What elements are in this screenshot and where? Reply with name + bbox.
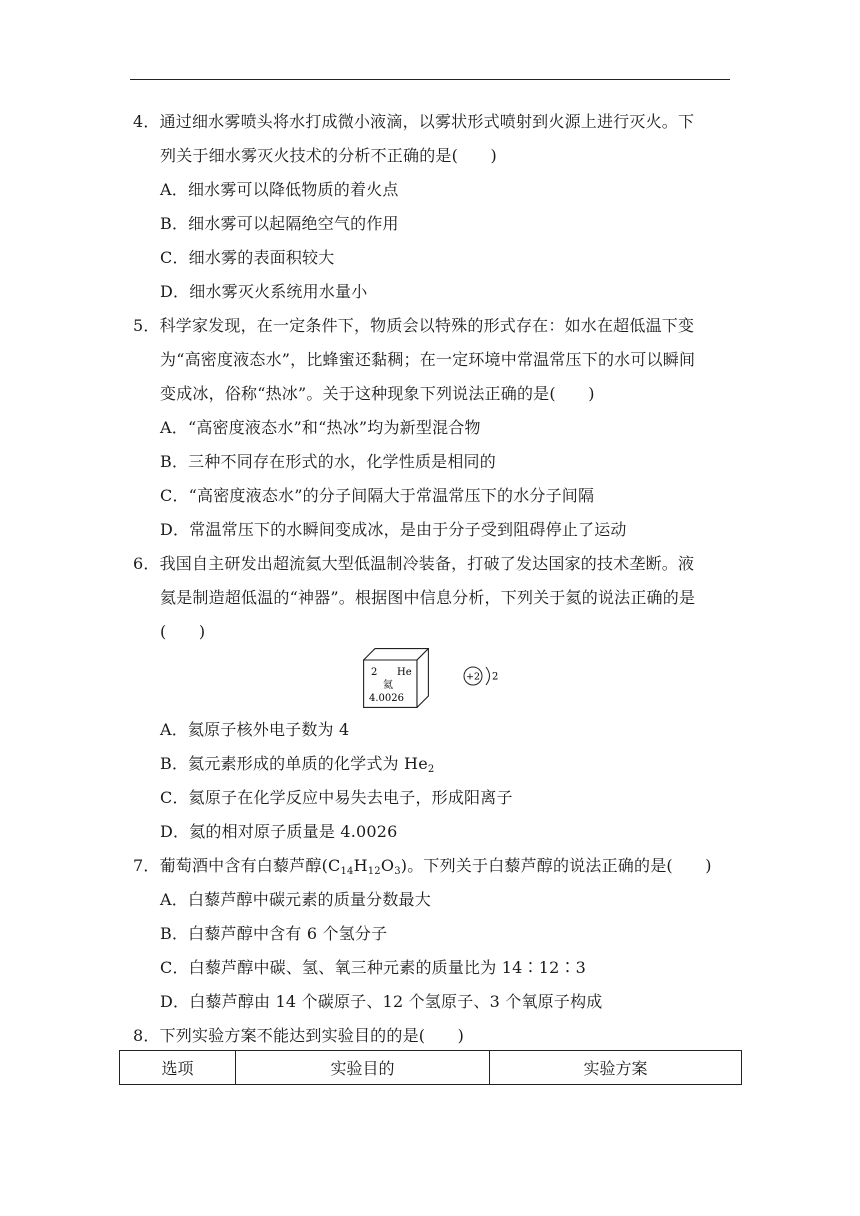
q7-stem-post: )。下列关于白藜芦醇的说法正确的是( ) (400, 856, 712, 875)
q8-experiment-table (119, 1050, 742, 1085)
q6-stem-line2: 氦是制造超低温的“神器”。根据图中信息分析，下列关于氦的说法正确的是 (160, 588, 696, 607)
q5-option-b: B．三种不同存在形式的水，化学性质是相同的 (160, 452, 496, 471)
q4-stem-line2: 列关于细水雾灭火技术的分析不正确的是( ) (160, 146, 497, 165)
q4-option-b: B．细水雾可以起隔绝空气的作用 (160, 214, 399, 233)
q6-stem-line3: ( ) (160, 622, 206, 641)
element-atomic-mass: 4.0026 (369, 693, 404, 704)
q6-option-b-subscript: 2 (427, 764, 435, 775)
q7-stem (133, 856, 712, 876)
element-atomic-number: 2 (371, 667, 378, 678)
helium-element-card (363, 648, 429, 708)
q7-stem-pre: 7．葡萄酒中含有白藜芦醇(C (133, 856, 341, 875)
q6-option-d: D．氦的相对原子质量是 4.0026 (160, 822, 398, 841)
q7-option-d: D．白藜芦醇由 14 个碳原子、12 个氢原子、3 个氧原子构成 (160, 992, 603, 1011)
q6-option-a: A．氦原子核外电子数为 4 (160, 720, 350, 739)
q5-stem-line2: 为“高密度液态水”，比蜂蜜还黏稠；在一定环境中常温常压下的水可以瞬间 (160, 350, 696, 369)
table-header-purpose: 实验目的 (236, 1051, 490, 1085)
q7-hydrogen: H (353, 856, 368, 875)
q6-stem-line1: 6．我国自主研发出超流氦大型低温制冷装备，打破了发达国家的技术垄断。液 (133, 554, 695, 573)
q7-sub-hydrogen: 12 (367, 866, 381, 877)
shell-electron-count: 2 (492, 671, 499, 683)
table-header-option: 选项 (120, 1051, 236, 1085)
element-symbol: He (397, 667, 412, 678)
q5-option-d: D．常温常压下的水瞬间变成冰，是由于分子受到阻碍停止了运动 (160, 520, 627, 539)
element-name: 氦 (383, 680, 393, 691)
q7-option-b: B．白藜芦醇中含有 6 个氢分子 (160, 924, 388, 943)
table-header-row (120, 1051, 742, 1085)
q8-stem: 8．下列实验方案不能达到实验目的的是( ) (133, 1026, 465, 1045)
q4-stem-line1: 4．通过细水雾喷头将水打成微小液滴，以雾状形式喷射到火源上进行灭火。下 (133, 112, 695, 131)
q6-option-b (160, 754, 434, 774)
q7-option-c: C．白藜芦醇中碳、氢、氧三种元素的质量比为 14∶12∶3 (160, 958, 587, 977)
nucleus-charge: +2 (465, 671, 481, 683)
top-rule (130, 79, 730, 80)
q7-oxygen: O (380, 856, 395, 875)
q7-sub-carbon: 14 (340, 866, 354, 877)
q6-option-b-text: B．氦元素形成的单质的化学式为 He (160, 754, 428, 773)
q4-option-a: A．细水雾可以降低物质的着火点 (160, 180, 399, 199)
q5-option-c: C．“高密度液态水”的分子间隔大于常温常压下的水分子间隔 (160, 486, 595, 505)
q5-stem-line3: 变成冰，俗称“热冰”。关于这种现象下列说法正确的是( ) (160, 384, 595, 403)
q7-option-a: A．白藜芦醇中碳元素的质量分数最大 (160, 890, 431, 909)
q4-option-d: D．细水雾灭火系统用水量小 (160, 282, 368, 301)
q5-option-a: A．“高密度液态水”和“热冰”均为新型混合物 (160, 418, 481, 437)
table-header-method: 实验方案 (490, 1051, 742, 1085)
q6-option-c: C．氦原子在化学反应中易失去电子，形成阳离子 (160, 788, 513, 807)
helium-atom-structure-diagram (462, 664, 502, 688)
q4-option-c: C．细水雾的表面积较大 (160, 248, 335, 267)
q7-sub-oxygen: 3 (394, 866, 401, 877)
q5-stem-line1: 5．科学家发现，在一定条件下，物质会以特殊的形式存在：如水在超低温下变 (133, 316, 695, 335)
